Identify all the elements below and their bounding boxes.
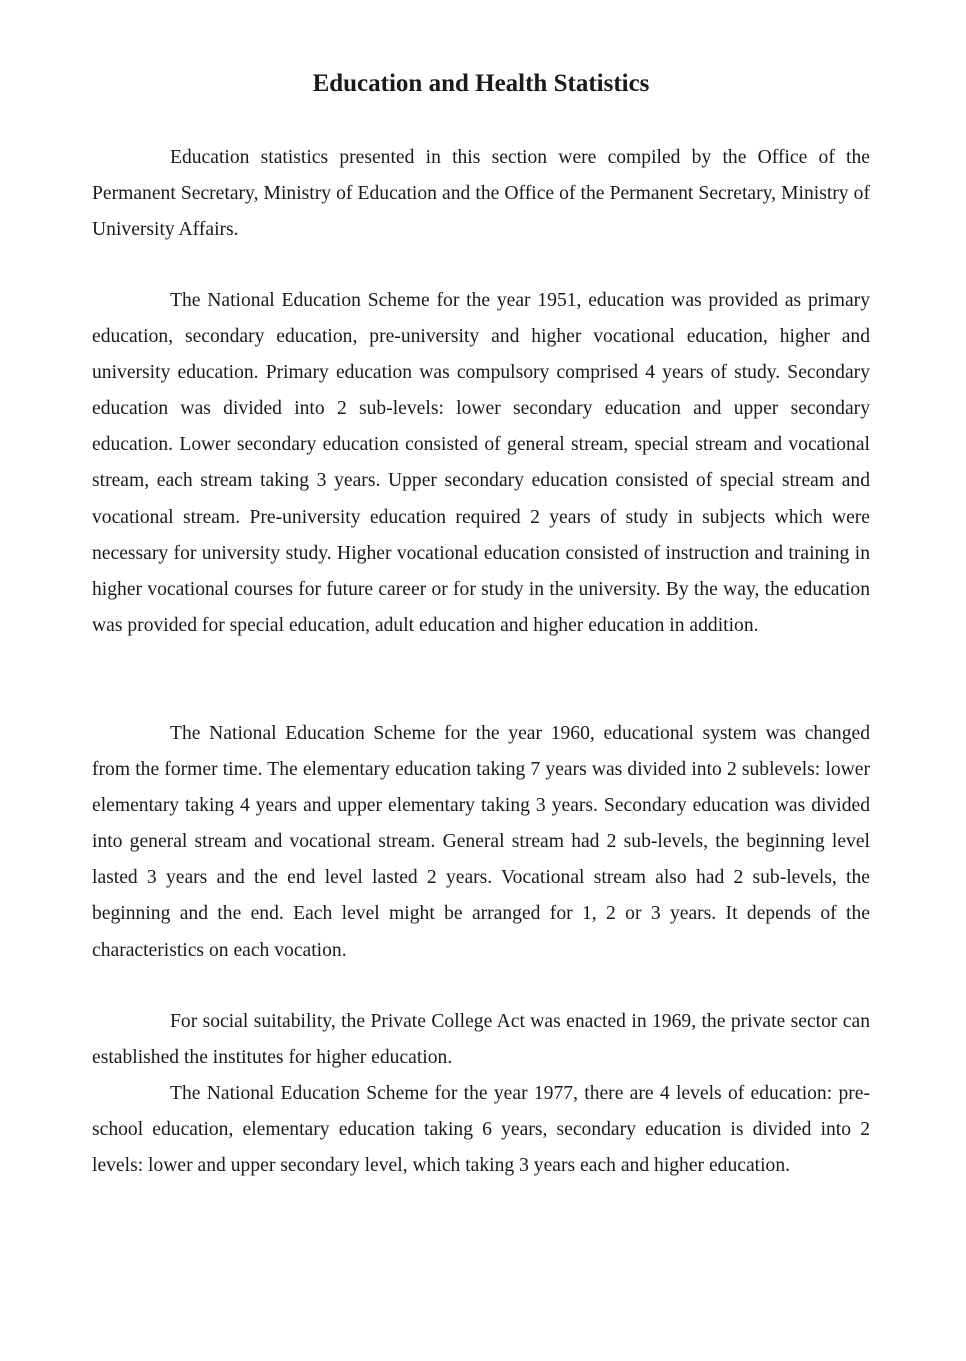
paragraph-scheme-1977: The National Education Scheme for the year 1977, there are 4 levels of education: pre-school education, elementary education taking 6 years, secondary education is divided into 2 levels: lower and upper secondary level, which taking 3 years each and higher education. xyxy=(92,1083,870,1177)
paragraph-scheme-1951: The National Education Scheme for the year 1951, education was provided as primary education, secondary education, pre-university and higher vocational education, higher and university education. Primary education was compulsory comprised 4 years of study. Secondary education was divided into 2 sub-levels: lower secondary education and upper secondary education. Lower secondary education consisted of general stream, special stream and vocational stream, each stream taking 3 years. Upper secondary education consisted of special stream and vocational stream. Pre-university education required 2 years of study in subjects which were necessary for university study. Higher vocational education consisted of instruction and training in higher vocational courses for future career or for study in the university. By the way, the education was provided for special education, adult education and higher education in addition. xyxy=(92,290,870,636)
page-title: Education and Health Statistics xyxy=(312,70,650,97)
paragraph-scheme-1960: The National Education Scheme for the year 1960, educational system was changed from the former time. The elementary education taking 7 years was divided into 2 sublevels: lower elementary taking 4 years and upper elementary taking 3 years. Secondary education was divided into general stream and vocational stream. General stream had 2 sub-levels, the beginning level lasted 3 years and the end level lasted 2 years. Vocational stream also had 2 sub-levels, the beginning and the end. Each level might be arranged for 1, 2 or 3 years. It depends of the characteristics on each vocation. xyxy=(92,723,870,961)
paragraph-private-college-act: For social suitability, the Private College Act was enacted in 1969, the private sector can established the institutes for higher education. xyxy=(92,1011,870,1069)
paragraph-data-sources: Education statistics presented in this section were compiled by the Office of the Permanent Secretary, Ministry of Education and the Office of the Permanent Secretary, Ministry of University Affairs. xyxy=(92,147,870,241)
